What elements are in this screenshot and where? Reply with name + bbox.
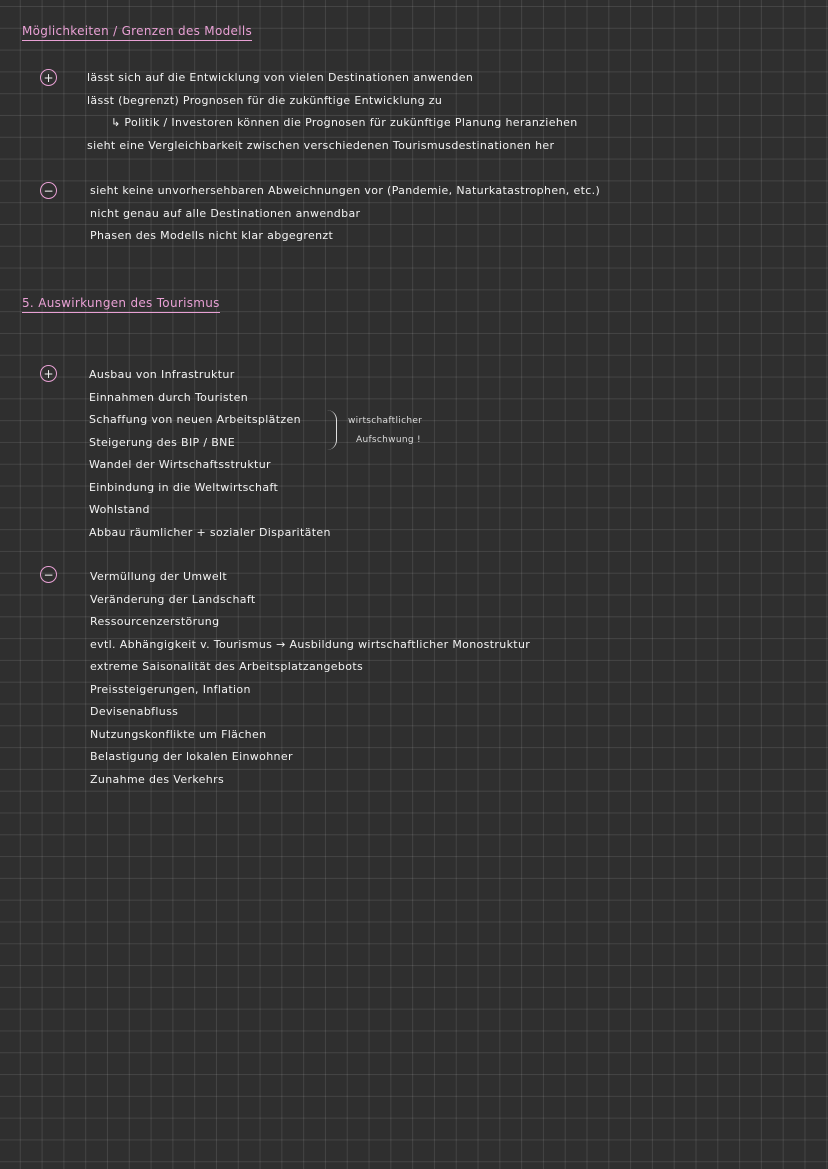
list-item: Ressourcenzerstörung xyxy=(90,615,220,628)
plus-circle-icon: + xyxy=(40,69,57,86)
plus-list-tourism xyxy=(89,364,331,544)
list-item: Devisenabfluss xyxy=(90,705,179,718)
list-item: Abbau räumlicher + sozialer Disparitäten xyxy=(89,525,331,539)
list-item: Preissteigerungen, Inflation xyxy=(90,682,251,696)
minus-circle-icon: − xyxy=(40,182,57,199)
list-item: Nutzungskonflikte um Flächen xyxy=(90,727,267,741)
brace-note xyxy=(348,412,422,450)
list-item: sieht keine unvorhersehbaren Abweichnungen vor (Pandemie, Naturkatastrophen, etc.) xyxy=(90,184,601,197)
plus-circle-icon: + xyxy=(40,365,57,382)
list-item: Phasen des Modells nicht klar abgegrenzt xyxy=(90,229,334,242)
section-title: Auswirkungen des Tourismus xyxy=(38,296,220,310)
list-item: Wohlstand xyxy=(89,503,150,516)
curly-brace xyxy=(326,410,337,450)
list-item: sieht eine Vergleichbarkeit zwischen verschiedenen Tourismusdestinationen her xyxy=(87,138,555,152)
list-item: lässt (begrenzt) Prognosen für die zukünftige Entwicklung zu xyxy=(87,93,443,107)
list-item: lässt sich auf die Entwicklung von vielen Destinationen anwenden xyxy=(87,71,474,84)
list-item: Steigerung des BIP / BNE xyxy=(89,435,236,449)
list-item: Zunahme des Verkehrs xyxy=(90,772,225,786)
plus-list-model xyxy=(87,67,578,157)
minus-list-tourism xyxy=(90,566,530,791)
list-item: nicht genau auf alle Destinationen anwendbar xyxy=(90,206,361,220)
section-heading-tourism-effects xyxy=(22,296,220,313)
list-item: ↳ Politik / Investoren können die Prognosen für zukünftige Planung heranziehen xyxy=(111,116,578,129)
list-item: Schaffung von neuen Arbeitsplätzen xyxy=(89,413,301,426)
list-item: Vermüllung der Umwelt xyxy=(90,570,228,583)
list-item: Veränderung der Landschaft xyxy=(90,592,256,606)
list-item: Belastigung der lokalen Einwohner xyxy=(90,750,293,763)
brace-note-line: wirtschaftlicher xyxy=(348,416,423,426)
section-number: 5. xyxy=(22,296,35,310)
brace-note-line: Aufschwung ! xyxy=(356,435,421,445)
list-item: extreme Saisonalität des Arbeitsplatzangebots xyxy=(90,660,364,673)
list-item: Einnahmen durch Touristen xyxy=(89,390,249,404)
section-heading-model-limits: Möglichkeiten / Grenzen des Modells xyxy=(22,24,252,41)
list-item: evtl. Abhängigkeit v. Tourismus → Ausbildung wirtschaftlicher Monostruktur xyxy=(90,637,531,651)
list-item: Einbindung in die Weltwirtschaft xyxy=(89,480,279,494)
minus-list-model xyxy=(90,180,600,248)
list-item: Ausbau von Infrastruktur xyxy=(89,368,235,381)
list-item: Wandel der Wirtschaftsstruktur xyxy=(89,458,271,471)
minus-circle-icon: − xyxy=(40,566,57,583)
